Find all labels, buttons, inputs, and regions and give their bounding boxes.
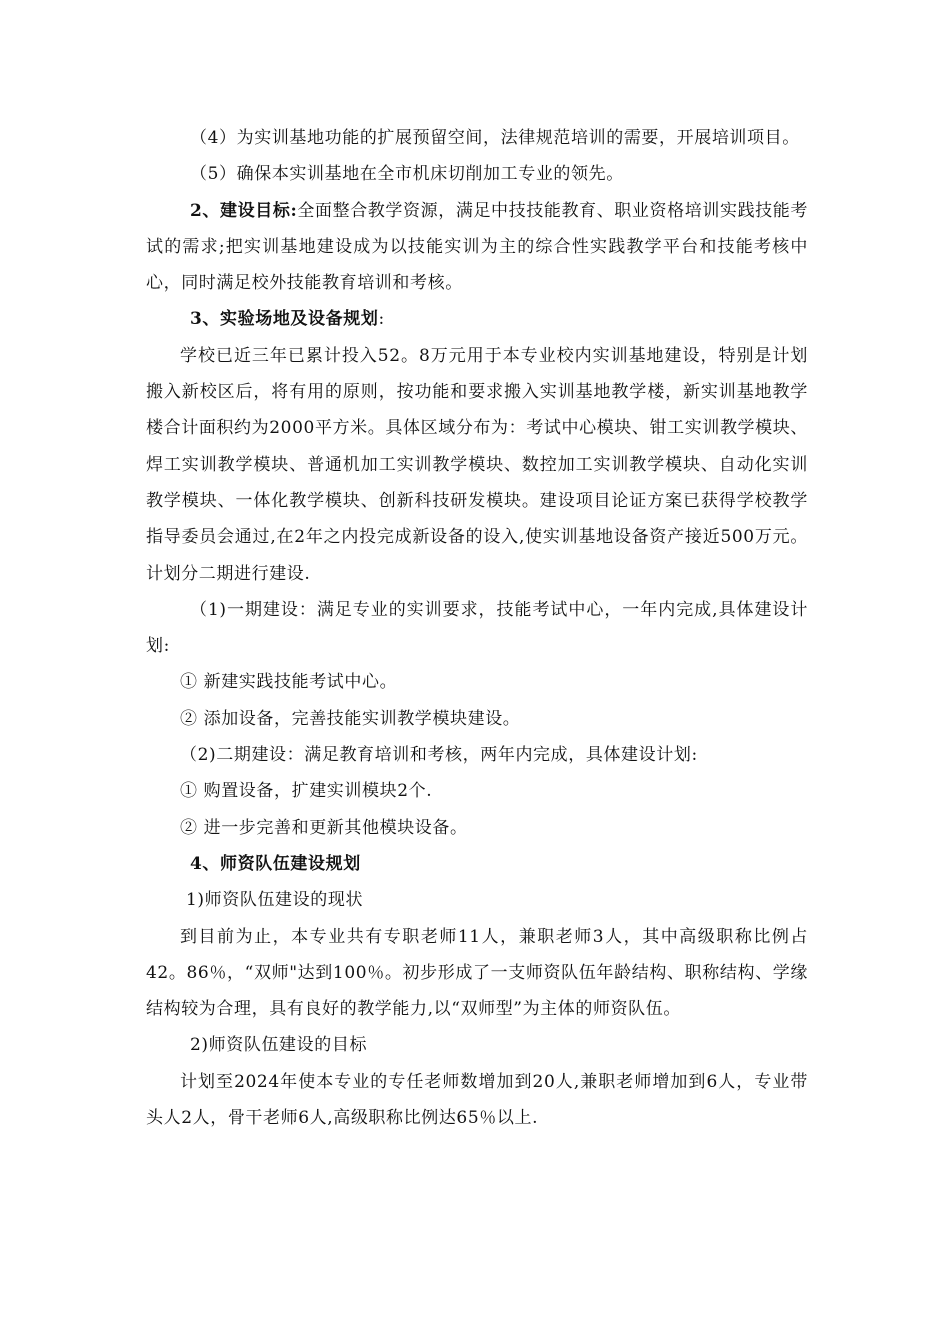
heading-colon: : [378, 309, 385, 330]
paragraph-phase-one: （1)一期建设：满足专业的实训要求，技能考试中心，一年内完成,具体建设计划: [146, 599, 808, 657]
heading-faculty-planning: 4、师资队伍建设规划 [190, 853, 361, 874]
paragraph-phase-two: （2)二期建设：满足教育培训和考核，两年内完成，具体建设计划: [180, 745, 698, 766]
paragraph-faculty-status: 到目前为止，本专业共有专职老师11人，兼职老师3人，其中高级职称比例占42。86％，“双师"达到100％。初步形成了一支师资队伍年龄结构、职称结构、学缘结构较为合理，具有良好的教学能力,以“双师型”为主体的师资队伍。 [146, 926, 808, 1020]
heading-site-equipment: 3、实验场地及设备规划 [190, 309, 379, 330]
subheading-faculty-goal: 2)师资队伍建设的目标 [190, 1035, 368, 1056]
paragraph-faculty-goal: 计划至2024年使本专业的专任老师数增加到20人,兼职老师增加到6人，专业带头人2人，骨干老师6人,高级职称比例达65％以上. [146, 1071, 808, 1129]
paragraph-item-5: （5）确保本实训基地在全市机床切削加工专业的领先。 [190, 164, 624, 185]
paragraph-construction-goal [146, 193, 808, 302]
document-body [146, 120, 808, 1136]
subheading-faculty-status: 1)师资队伍建设的现状 [186, 890, 364, 911]
paragraph-item-4: （4）为实训基地功能的扩展预留空间，法律规范培训的需要，开展培训项目。 [190, 128, 800, 148]
list-item-phase-one-2: ② 添加设备，完善技能实训教学模块建设。 [180, 708, 521, 729]
list-item-phase-two-1: ① 购置设备，扩建实训模块2个. [180, 781, 433, 802]
list-item-phase-one-1: ① 新建实践技能考试中心。 [180, 672, 398, 693]
list-item-phase-two-2: ② 进一步完善和更新其他模块设备。 [180, 817, 468, 838]
construction-goal-text: 全面整合教学资源，满足中技技能教育、职业资格培训实践技能考试的需求;把实训基地建设成为以技能实训为主的综合性实践教学平台和技能考核中心，同时满足校外技能教育培训和考核。 [146, 200, 808, 294]
paragraph-site-equipment-heading [146, 301, 808, 337]
paragraph-investment: 学校已近三年已累计投入52。8万元用于本专业校内实训基地建设，特别是计划搬入新校区后，将有用的原则，按功能和要求搬入实训基地教学楼，新实训基地教学楼合计面积约为2000平方米。具体区域分布为：考试中心模块、钳工实训教学模块、焊工实训教学模块、普通机加工实训教学模块、数控加工实训教学模块、自动化实训教学模块、一体化教学模块、创新科技研发模块。建设项目论证方案已获得学校教学指导委员会通过,在2年之内投完成新设备的设入,使实训基地设备资产接近500万元。计划分二期进行建设. [146, 345, 808, 584]
heading-construction-goal: 2、建设目标: [190, 200, 298, 221]
